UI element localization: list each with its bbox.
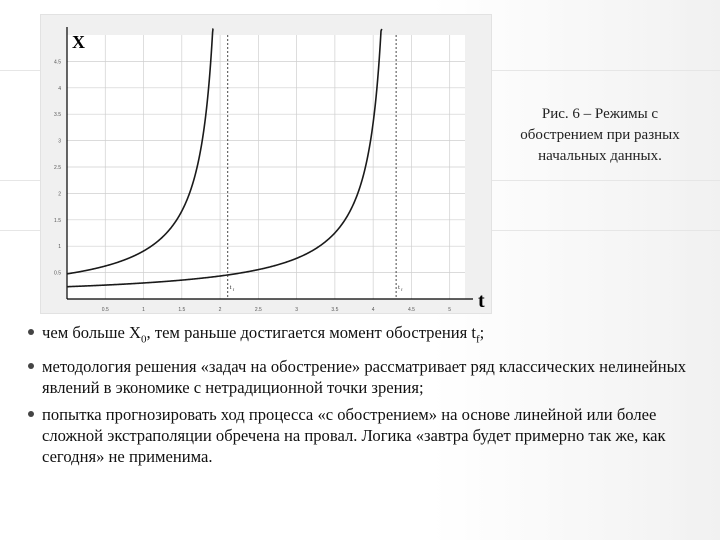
x-tick-label: 3.5 (331, 307, 339, 313)
x-tick-label: 0.5 (101, 307, 109, 313)
x-tick-label: 4.5 (407, 307, 415, 313)
x-tick-label: 1.5 (178, 307, 186, 313)
subscript: f (475, 333, 480, 346)
caption-line: обострением при разных (520, 127, 680, 143)
caption-line: Рис. 6 – Режимы с (541, 106, 659, 122)
bullet-text: методология решения «задач на обострение» рассматривает ряд классических нелинейных явлений в экономике с нетрадиционной точки зрения; (42, 357, 687, 398)
tf-marker-label: t (398, 285, 400, 291)
bullet-text: попытка прогнозировать ход процесса «с обострением» на основе линейной или более сложной экстраполяции обречена на провал. Логика «завтра будет примерно так же, как сегодня» не применима. (42, 405, 666, 467)
bullet-item (28, 322, 708, 350)
y-tick-label: 1.5 (54, 217, 61, 224)
bullet-text: , тем раньше достигается момент обострения t (146, 323, 476, 342)
y-axis-label: X (72, 32, 85, 52)
y-tick-label: 4.5 (54, 59, 61, 66)
y-tick-label: 3 (58, 138, 61, 145)
chart-panel (40, 14, 492, 314)
bullet-dot-icon (28, 411, 34, 417)
x-tick-label: 4 (371, 307, 375, 313)
x-tick-label: 2.5 (254, 307, 262, 313)
y-tick-label: 4 (58, 85, 61, 92)
bullet-dot-icon (28, 329, 34, 335)
x-axis-label: t (478, 290, 485, 312)
y-tick-label: 1 (58, 244, 61, 251)
tf-marker-sublabel: f (401, 287, 403, 292)
bullet-text: чем больше X (42, 323, 142, 342)
y-tick-label: 0.5 (54, 270, 61, 277)
figure-caption (495, 104, 705, 167)
bullet-item (28, 404, 708, 467)
blowup-chart (41, 15, 491, 313)
y-tick-label: 2.5 (54, 165, 61, 171)
bullet-text: ; (479, 323, 485, 342)
bullet-item (28, 356, 708, 398)
y-tick-label: 2 (58, 191, 61, 198)
subscript: 0 (141, 333, 147, 346)
x-tick-label: 2 (218, 307, 222, 313)
tf-marker-label: t (229, 285, 232, 291)
tf-marker-sublabel: f (232, 287, 235, 292)
x-tick-label: 5 (448, 307, 452, 313)
x-tick-label: 3 (295, 307, 299, 313)
y-tick-label: 3.5 (54, 112, 61, 119)
bullet-dot-icon (28, 363, 34, 369)
bullet-list (28, 322, 708, 473)
x-tick-label: 1 (142, 307, 145, 313)
caption-line: начальных данных. (538, 148, 662, 164)
